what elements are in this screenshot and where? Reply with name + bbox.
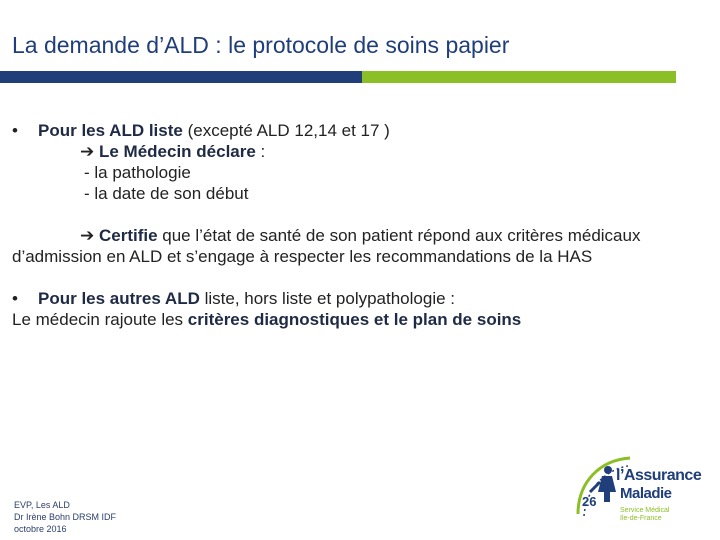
title-underline-green [362, 71, 676, 83]
doctor-adds-line [12, 309, 708, 330]
logo-sub-1: Service Médical [620, 507, 670, 514]
right-arrow-icon: ➔ [80, 142, 95, 161]
logo-sub-2: Ile-de-France [620, 515, 662, 522]
bullet-bold-text: Pour les ALD liste [38, 121, 183, 140]
bullet-normal-text: liste, hors liste et polypathologie : [199, 289, 456, 308]
footer-line-1: EVP, Les ALD [14, 500, 70, 510]
doctor-adds-bold: critères diagnostiques et le plan de soins [187, 310, 522, 329]
bullet-normal-text: (excepté ALD 12,14 et 17 ) [182, 121, 390, 140]
bullet-other-ald [12, 288, 708, 309]
certify-indent [12, 226, 80, 245]
spacer [12, 204, 708, 225]
logo-line-1: l’Assurance [616, 467, 702, 484]
slide-footer [14, 499, 116, 535]
right-arrow-icon: ➔ [80, 226, 95, 245]
bullet-ald-liste [12, 120, 708, 141]
doctor-declares-normal: : [255, 142, 266, 161]
footer-line-3: octobre 2016 [14, 524, 67, 534]
bullet-bold-text: Pour les autres ALD [38, 289, 200, 308]
bullet-icon: • [12, 289, 18, 308]
doctor-declares-bold: Le Médecin déclare [94, 142, 256, 161]
assurance-maladie-logo [570, 452, 710, 532]
logo-line-2: Maladie [620, 485, 672, 502]
slide-title: La demande d’ALD : le protocole de soins papier [12, 32, 510, 58]
item-pathology: - la pathologie [84, 163, 191, 182]
item-start-date: - la date de son début [84, 184, 249, 203]
bullet-icon: • [12, 121, 18, 140]
page-number: 26 [582, 494, 597, 509]
slide-body [12, 120, 708, 330]
doctor-adds-normal: Le médecin rajoute les [12, 310, 188, 329]
certify-normal: que l’état de santé de son patient répond aux critères médicaux d’admission en ALD et s’engage à respecter les recommandations de la HAS [12, 226, 641, 266]
spacer [12, 267, 708, 288]
certify-paragraph [12, 225, 708, 267]
footer-line-2: Dr Irène Bohn DRSM IDF [14, 512, 117, 522]
title-underline-blue [0, 71, 362, 83]
logo-subtitle [620, 507, 669, 523]
doctor-declares-line [12, 141, 708, 162]
certify-bold: Certifie [94, 226, 158, 245]
